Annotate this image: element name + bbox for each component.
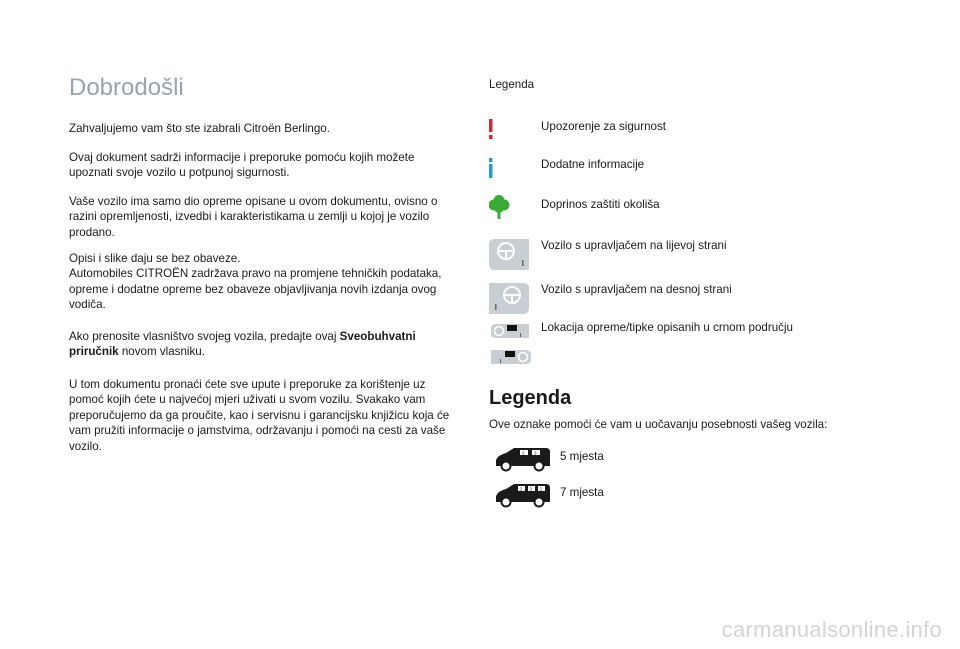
car-label: 5 mjesta bbox=[560, 450, 604, 463]
legend-item-environment bbox=[489, 195, 889, 235]
document-info-paragraph: Ovaj dokument sadrži informacije i preporuke pomoću kojih možete upoznati svoje vozilo u potpunoj sigurnosti. bbox=[69, 151, 415, 180]
legend-car-7-seats bbox=[494, 482, 794, 512]
legend-car-5-seats bbox=[494, 446, 794, 476]
equipment-paragraph: Vaše vozilo ima samo dio opreme opisane u ovom dokumentu, ovisno o razini opremljenosti, izvedbi i karakteristikama u zemlji u kojoj je vozilo prodano. bbox=[69, 195, 438, 239]
legend-heading: Legenda bbox=[489, 387, 572, 409]
legend-item-label: Upozorenje za sigurnost bbox=[541, 120, 667, 133]
page-title: Dobrodošli bbox=[69, 74, 184, 101]
legend-intro: Ove oznake pomoći će vam u uočavanju posebnosti vašeg vozila: bbox=[489, 418, 828, 431]
left-hand-drive-icon bbox=[489, 236, 533, 276]
legend-item-label: Vozilo s upravljačem na desnoj strani bbox=[541, 283, 732, 296]
location-icon bbox=[489, 320, 533, 366]
disclaimer-paragraph bbox=[69, 251, 454, 313]
legend-item-info bbox=[489, 155, 889, 195]
legend-item-label: Doprinos zaštiti okoliša bbox=[541, 198, 660, 211]
svg-text:2: 2 bbox=[539, 486, 543, 492]
ownership-text-start: Ako prenosite vlasništvo svojeg vozila, predajte ovaj bbox=[69, 330, 340, 343]
legend-item-label: Lokacija opreme/tipke opisanih u crnom području bbox=[541, 321, 793, 334]
svg-text:2: 2 bbox=[522, 450, 525, 456]
legend-item-label: Vozilo s upravljačem na lijevoj strani bbox=[541, 239, 727, 252]
svg-text:2: 2 bbox=[519, 486, 523, 492]
car-label: 7 mjesta bbox=[560, 486, 604, 499]
right-hand-drive-icon bbox=[489, 280, 533, 320]
intro-paragraph: Zahvaljujemo vam što ste izabrali Citroën Berlingo. bbox=[69, 122, 330, 135]
legend-item-location bbox=[489, 320, 889, 366]
ownership-paragraph bbox=[69, 329, 454, 360]
legend-item-warning bbox=[489, 117, 889, 157]
legend-item-label: Dodatne informacije bbox=[541, 158, 645, 171]
car-7-seats-icon bbox=[494, 482, 554, 513]
legend-heading-small: Legenda bbox=[489, 78, 535, 91]
car-5-seats-icon bbox=[494, 446, 554, 477]
svg-text:3: 3 bbox=[534, 450, 537, 456]
warning-icon bbox=[489, 117, 533, 157]
manual-name: Sveobuhvatni priručnik bbox=[69, 330, 416, 359]
disclaimer-line-2: Automobiles CITROËN zadržava pravo na promjene tehničkih podataka, opreme i dodatne opreme bez obaveze objavljivanja novih izdanja ovog vodiča. bbox=[69, 267, 442, 312]
info-icon bbox=[489, 155, 533, 195]
legend-item-right-hand-drive bbox=[489, 280, 889, 320]
ownership-text-end: novom vlasniku. bbox=[118, 345, 205, 359]
watermark: carmanualsonline.info bbox=[721, 617, 942, 642]
svg-text:3: 3 bbox=[529, 486, 533, 492]
tree-icon bbox=[489, 195, 533, 235]
usage-paragraph: U tom dokumentu pronaći ćete sve upute i preporuke za korištenje uz pomoć kojih ćete u najvećoj mjeri uživati u svom vozilu. Svakako vam preporučujemo da ga proučite, kao i servisnu i garancijsku knjižicu koja će vam pružiti informacije o jamstvima, održavanju i pomoći na cesti za vaše vozilo. bbox=[69, 378, 450, 453]
disclaimer-line-1: Opisi i slike daju se bez obaveze. bbox=[69, 252, 241, 265]
legend-item-left-hand-drive bbox=[489, 236, 889, 276]
